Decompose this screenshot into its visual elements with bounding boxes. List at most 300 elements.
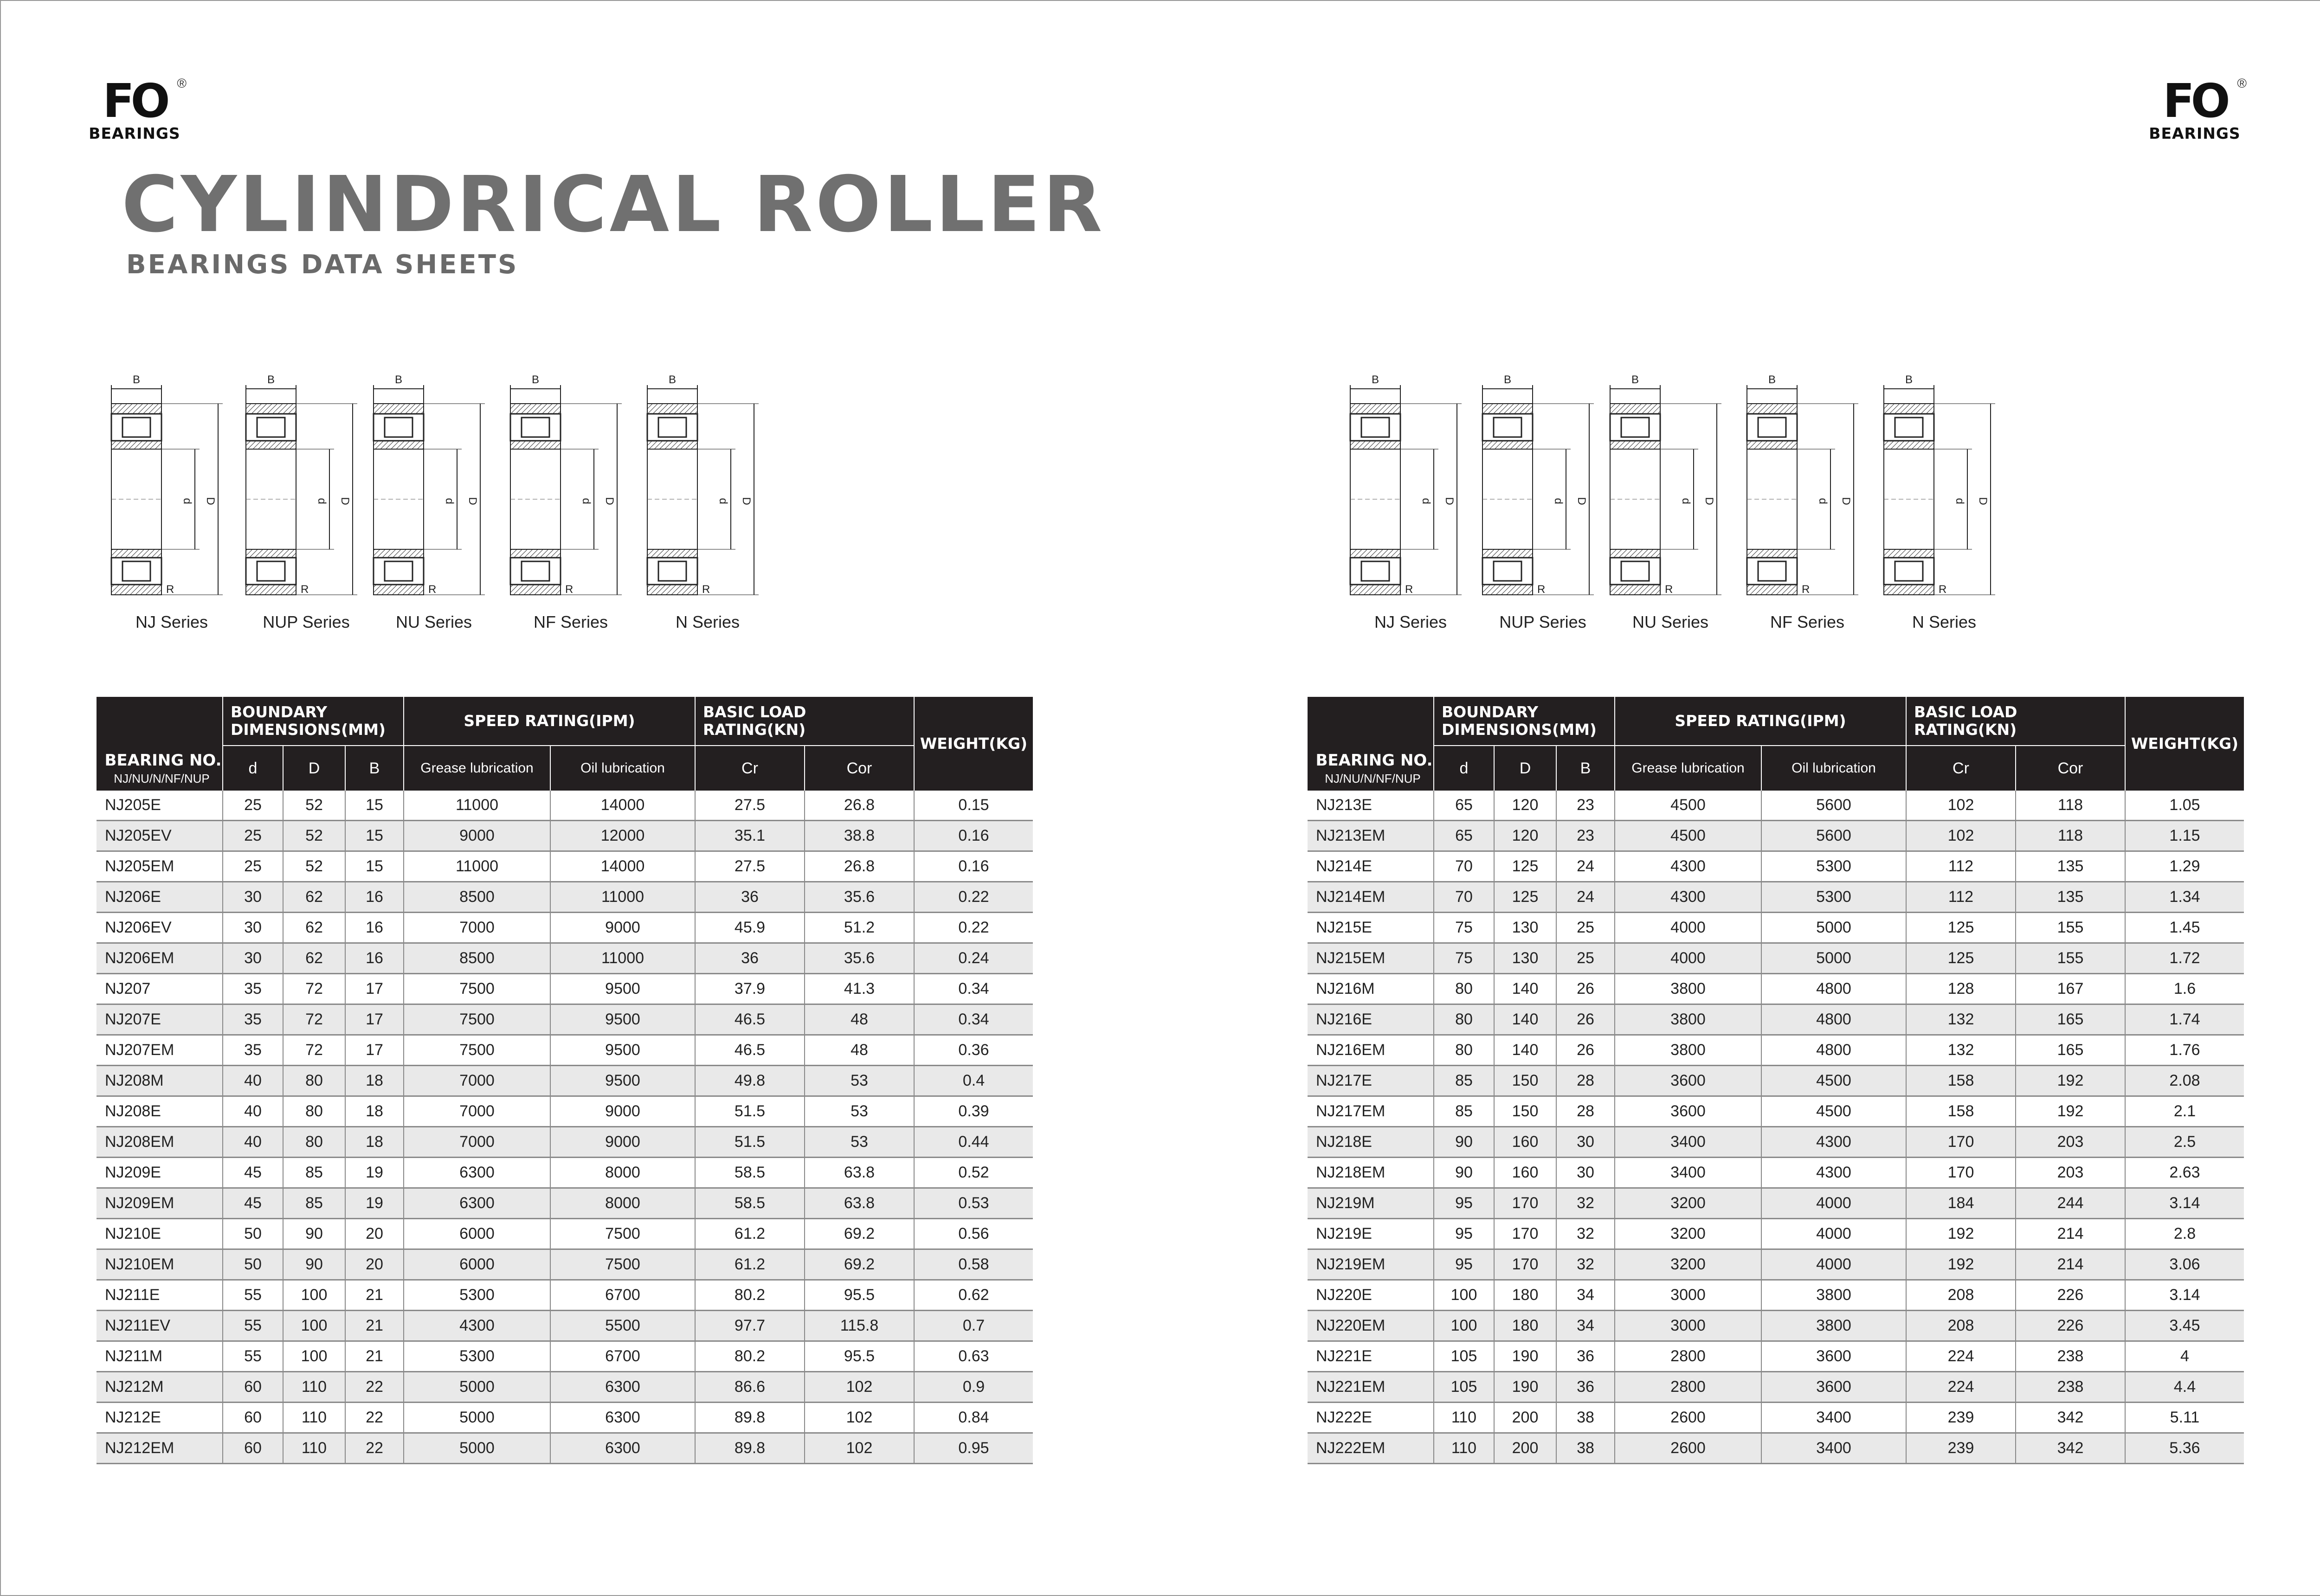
- table-cell: 7500: [550, 1249, 695, 1280]
- table-cell: NJ215EM: [1308, 943, 1434, 974]
- table-cell: NJ209E: [97, 1158, 223, 1188]
- svg-text:d: d: [717, 498, 729, 504]
- svg-text:D: D: [466, 497, 479, 505]
- table-cell: NJ208M: [97, 1066, 223, 1096]
- table-cell: 239: [1906, 1433, 2016, 1464]
- svg-text:d: d: [1953, 498, 1966, 504]
- table-cell: 69.2: [805, 1249, 914, 1280]
- table-cell: 38: [1556, 1403, 1615, 1433]
- table-row: [1308, 943, 2244, 974]
- table-cell: 20: [345, 1219, 404, 1249]
- series-caption-n: N Series: [1912, 612, 1977, 631]
- table-row: [1308, 1188, 2244, 1219]
- diagram-nf-series: [1742, 371, 1872, 631]
- header-bearing-no: BEARING NO. NJ/NU/N/NF/NUP: [1308, 697, 1434, 791]
- table-cell: 40: [223, 1066, 283, 1096]
- table-row: [97, 1280, 1033, 1311]
- bearing-section-icon: [107, 371, 237, 598]
- table-cell: 160: [1494, 1158, 1556, 1188]
- table-cell: 34: [1556, 1311, 1615, 1341]
- table-cell: 130: [1494, 913, 1556, 943]
- table-cell: 3400: [1615, 1127, 1761, 1158]
- table-row: [1308, 1096, 2244, 1127]
- table-cell: 63.8: [805, 1188, 914, 1219]
- table-cell: 102: [805, 1403, 914, 1433]
- svg-text:R: R: [702, 583, 710, 596]
- table-cell: 1.29: [2125, 851, 2244, 882]
- table-cell: 97.7: [695, 1311, 805, 1341]
- table-cell: 192: [1906, 1249, 2016, 1280]
- table-cell: 102: [805, 1372, 914, 1403]
- page-title: CYLINDRICAL ROLLER: [122, 160, 1105, 250]
- table-cell: NJ206EM: [97, 943, 223, 974]
- table-cell: 160: [1494, 1127, 1556, 1158]
- table-cell: 36: [695, 882, 805, 913]
- table-cell: 21: [345, 1341, 404, 1372]
- header-load: BASIC LOAD RATING(KN): [1906, 697, 2125, 746]
- table-cell: 4000: [1761, 1249, 1906, 1280]
- bearing-section-icon: [1879, 371, 2009, 598]
- svg-text:R: R: [1665, 583, 1673, 596]
- table-cell: NJ206EV: [97, 913, 223, 943]
- header-cr: Cr: [1906, 746, 2016, 791]
- table-cell: 14000: [550, 851, 695, 882]
- table-cell: 192: [2016, 1096, 2125, 1127]
- table-cell: NJ210EM: [97, 1249, 223, 1280]
- table-cell: 48: [805, 1004, 914, 1035]
- table-cell: 32: [1556, 1219, 1615, 1249]
- table-cell: 35: [223, 1004, 283, 1035]
- table-cell: 4500: [1615, 791, 1761, 821]
- table-row: [97, 1341, 1033, 1372]
- table-cell: NJ214E: [1308, 851, 1434, 882]
- logo-mark: FO: [103, 74, 167, 128]
- table-cell: 9500: [550, 1066, 695, 1096]
- svg-text:D: D: [1703, 497, 1715, 505]
- table-cell: 1.34: [2125, 882, 2244, 913]
- table-cell: 61.2: [695, 1249, 805, 1280]
- table-cell: 3800: [1615, 974, 1761, 1004]
- table-cell: NJ218E: [1308, 1127, 1434, 1158]
- table-cell: 3.14: [2125, 1188, 2244, 1219]
- table-cell: 4300: [1761, 1127, 1906, 1158]
- table-cell: NJ220E: [1308, 1280, 1434, 1311]
- diagram-nj-series: [1346, 371, 1476, 631]
- table-cell: 80: [283, 1127, 345, 1158]
- table-cell: 120: [1494, 791, 1556, 821]
- table-row: [1308, 1066, 2244, 1096]
- table-cell: 40: [223, 1127, 283, 1158]
- table-cell: 5300: [1761, 851, 1906, 882]
- table-cell: 3000: [1615, 1280, 1761, 1311]
- table-cell: 4000: [1615, 913, 1761, 943]
- table-cell: NJ213E: [1308, 791, 1434, 821]
- table-row: [1308, 1311, 2244, 1341]
- table-cell: 110: [283, 1433, 345, 1464]
- table-row: [1308, 1372, 2244, 1403]
- table-cell: 1.74: [2125, 1004, 2244, 1035]
- table-cell: 18: [345, 1066, 404, 1096]
- table-cell: NJ211EV: [97, 1311, 223, 1341]
- table-cell: 110: [1434, 1403, 1494, 1433]
- table-cell: 27.5: [695, 791, 805, 821]
- table-cell: 0.44: [914, 1127, 1033, 1158]
- table-row: [97, 943, 1033, 974]
- table-cell: 80.2: [695, 1280, 805, 1311]
- table-cell: 3.45: [2125, 1311, 2244, 1341]
- table-cell: 3800: [1761, 1280, 1906, 1311]
- table-cell: 45.9: [695, 913, 805, 943]
- table-cell: 37.9: [695, 974, 805, 1004]
- table-cell: 244: [2016, 1188, 2125, 1219]
- svg-text:B: B: [1768, 373, 1776, 386]
- svg-text:d: d: [1817, 498, 1829, 504]
- table-cell: 28: [1556, 1066, 1615, 1096]
- table-cell: 5600: [1761, 791, 1906, 821]
- table-cell: 18: [345, 1127, 404, 1158]
- table-cell: 25: [1556, 943, 1615, 974]
- table-cell: 20: [345, 1249, 404, 1280]
- table-row: [1308, 791, 2244, 821]
- table-cell: 3400: [1615, 1158, 1761, 1188]
- table-cell: 53: [805, 1066, 914, 1096]
- table-cell: 38: [1556, 1433, 1615, 1464]
- table-cell: 170: [1906, 1127, 2016, 1158]
- table-cell: 60: [223, 1372, 283, 1403]
- table-cell: 0.22: [914, 913, 1033, 943]
- bearing-section-icon: [1742, 371, 1872, 598]
- table-cell: 4500: [1761, 1066, 1906, 1096]
- diagram-nj-series: [107, 371, 237, 631]
- table-cell: 11000: [550, 882, 695, 913]
- bearing-table-left: [97, 697, 1033, 1464]
- table-cell: 3200: [1615, 1188, 1761, 1219]
- table-cell: 7000: [404, 1066, 550, 1096]
- table-cell: 52: [283, 821, 345, 851]
- table-cell: 51.5: [695, 1096, 805, 1127]
- table-cell: 89.8: [695, 1433, 805, 1464]
- svg-text:B: B: [1905, 373, 1913, 386]
- table-cell: 58.5: [695, 1188, 805, 1219]
- table-cell: 72: [283, 974, 345, 1004]
- svg-text:R: R: [1537, 583, 1546, 596]
- table-cell: 7500: [404, 974, 550, 1004]
- svg-text:B: B: [1503, 373, 1512, 386]
- table-row: [1308, 1035, 2244, 1066]
- svg-text:D: D: [1840, 497, 1852, 505]
- table-cell: 14000: [550, 791, 695, 821]
- page-subtitle: BEARINGS DATA SHEETS: [126, 250, 519, 280]
- table-cell: 6000: [404, 1219, 550, 1249]
- table-cell: 4800: [1761, 974, 1906, 1004]
- table-cell: NJ211E: [97, 1280, 223, 1311]
- table-row: [97, 1403, 1033, 1433]
- header-d: d: [223, 746, 283, 791]
- table-cell: 102: [1906, 791, 2016, 821]
- table-cell: 9000: [550, 1127, 695, 1158]
- table-cell: NJ221EM: [1308, 1372, 1434, 1403]
- series-caption-nj: NJ Series: [1374, 612, 1447, 631]
- svg-text:d: d: [1680, 498, 1692, 504]
- table-cell: 8500: [404, 882, 550, 913]
- table-cell: 26: [1556, 1004, 1615, 1035]
- table-row: [1308, 851, 2244, 882]
- svg-text:B: B: [1631, 373, 1639, 386]
- table-cell: 9500: [550, 1004, 695, 1035]
- header-d: d: [1434, 746, 1494, 791]
- table-cell: 7000: [404, 1127, 550, 1158]
- table-cell: 60: [223, 1433, 283, 1464]
- table-cell: NJ215E: [1308, 913, 1434, 943]
- table-cell: NJ221E: [1308, 1341, 1434, 1372]
- table-cell: 85: [1434, 1096, 1494, 1127]
- table-row: [1308, 882, 2244, 913]
- table-cell: 75: [1434, 943, 1494, 974]
- table-cell: 5300: [1761, 882, 1906, 913]
- table-cell: 4000: [1615, 943, 1761, 974]
- table-cell: 90: [1434, 1158, 1494, 1188]
- diagram-nf-series: [506, 371, 636, 631]
- table-cell: 46.5: [695, 1004, 805, 1035]
- table-cell: 200: [1494, 1403, 1556, 1433]
- table-cell: 18: [345, 1096, 404, 1127]
- table-cell: 132: [1906, 1035, 2016, 1066]
- table-cell: 0.34: [914, 1004, 1033, 1035]
- table-cell: 224: [1906, 1341, 2016, 1372]
- table-cell: 30: [1556, 1158, 1615, 1188]
- table-row: [1308, 1433, 2244, 1464]
- table-cell: 167: [2016, 974, 2125, 1004]
- table-cell: 6300: [550, 1403, 695, 1433]
- svg-text:D: D: [1575, 497, 1588, 505]
- table-cell: NJ211M: [97, 1341, 223, 1372]
- table-cell: 63.8: [805, 1158, 914, 1188]
- header-boundary: BOUNDARY DIMENSIONS(MM): [223, 697, 404, 746]
- table-cell: 2600: [1615, 1403, 1761, 1433]
- header-cr: Cr: [695, 746, 805, 791]
- table-cell: 2800: [1615, 1341, 1761, 1372]
- bearing-section-icon: [643, 371, 773, 598]
- table-cell: 25: [223, 821, 283, 851]
- table-cell: 4500: [1615, 821, 1761, 851]
- table-cell: 9500: [550, 1035, 695, 1066]
- table-cell: 46.5: [695, 1035, 805, 1066]
- table-cell: 72: [283, 1035, 345, 1066]
- table-row: [1308, 1341, 2244, 1372]
- table-cell: 50: [223, 1219, 283, 1249]
- table-cell: 100: [1434, 1280, 1494, 1311]
- header-weight: WEIGHT(KG): [2125, 697, 2244, 791]
- table-cell: 170: [1494, 1188, 1556, 1219]
- table-cell: 115.8: [805, 1311, 914, 1341]
- table-cell: 8000: [550, 1158, 695, 1188]
- table-cell: 53: [805, 1127, 914, 1158]
- table-cell: 41.3: [805, 974, 914, 1004]
- table-cell: 239: [1906, 1403, 2016, 1433]
- table-row: [97, 1004, 1033, 1035]
- diagram-nup-series: [1478, 371, 1608, 631]
- table-cell: 190: [1494, 1341, 1556, 1372]
- table-cell: 135: [2016, 851, 2125, 882]
- table-cell: 49.8: [695, 1066, 805, 1096]
- table-cell: 80: [283, 1066, 345, 1096]
- table-cell: 0.39: [914, 1096, 1033, 1127]
- table-cell: 35.6: [805, 943, 914, 974]
- table-cell: NJ217E: [1308, 1066, 1434, 1096]
- table-cell: 26: [1556, 974, 1615, 1004]
- svg-text:d: d: [443, 498, 456, 504]
- table-cell: NJ205EM: [97, 851, 223, 882]
- table-cell: NJ208E: [97, 1096, 223, 1127]
- table-cell: 3800: [1615, 1035, 1761, 1066]
- table-cell: 7000: [404, 1096, 550, 1127]
- table-cell: 11000: [550, 943, 695, 974]
- table-cell: NJ218EM: [1308, 1158, 1434, 1188]
- table-cell: 3200: [1615, 1249, 1761, 1280]
- header-bearing-no: BEARING NO. NJ/NU/N/NF/NUP: [97, 697, 223, 791]
- table-cell: 95: [1434, 1249, 1494, 1280]
- table-cell: NJ214EM: [1308, 882, 1434, 913]
- table-cell: 21: [345, 1280, 404, 1311]
- table-cell: NJ212E: [97, 1403, 223, 1433]
- table-cell: NJ208EM: [97, 1127, 223, 1158]
- table-cell: 9500: [550, 974, 695, 1004]
- table-cell: 158: [1906, 1096, 2016, 1127]
- table-cell: 102: [805, 1433, 914, 1464]
- table-cell: 2.5: [2125, 1127, 2244, 1158]
- table-cell: 0.52: [914, 1158, 1033, 1188]
- table-row: [97, 882, 1033, 913]
- table-cell: NJ216M: [1308, 974, 1434, 1004]
- table-cell: 3.06: [2125, 1249, 2244, 1280]
- table-cell: 70: [1434, 851, 1494, 882]
- table-cell: NJ216E: [1308, 1004, 1434, 1035]
- table-cell: 45: [223, 1188, 283, 1219]
- table-cell: 4800: [1761, 1035, 1906, 1066]
- logo-mark: FO: [2163, 74, 2227, 128]
- header-D: D: [283, 746, 345, 791]
- table-cell: 100: [1434, 1311, 1494, 1341]
- table-cell: 100: [283, 1280, 345, 1311]
- table-cell: 22: [345, 1433, 404, 1464]
- series-caption-n: N Series: [675, 612, 740, 631]
- table-cell: 72: [283, 1004, 345, 1035]
- table-cell: 65: [1434, 821, 1494, 851]
- table-cell: 0.16: [914, 851, 1033, 882]
- header-boundary: BOUNDARY DIMENSIONS(MM): [1434, 697, 1615, 746]
- table-cell: 192: [1906, 1219, 2016, 1249]
- registered-mark: ®: [2237, 76, 2247, 90]
- svg-text:B: B: [394, 373, 403, 386]
- table-cell: 22: [345, 1403, 404, 1433]
- table-cell: 17: [345, 974, 404, 1004]
- table-cell: 120: [1494, 821, 1556, 851]
- table-row: [97, 1433, 1033, 1464]
- table-cell: 0.56: [914, 1219, 1033, 1249]
- table-cell: 24: [1556, 851, 1615, 882]
- table-cell: 105: [1434, 1372, 1494, 1403]
- table-cell: 0.4: [914, 1066, 1033, 1096]
- table-cell: NJ207EM: [97, 1035, 223, 1066]
- series-caption-nu: NU Series: [1632, 612, 1709, 631]
- table-row: [1308, 913, 2244, 943]
- table-cell: NJ206E: [97, 882, 223, 913]
- table-cell: 16: [345, 943, 404, 974]
- table-cell: 0.24: [914, 943, 1033, 974]
- table-cell: 208: [1906, 1280, 2016, 1311]
- svg-text:d: d: [1420, 498, 1432, 504]
- table-cell: NJ216EM: [1308, 1035, 1434, 1066]
- svg-text:R: R: [166, 583, 174, 596]
- table-row: [97, 1188, 1033, 1219]
- table-cell: 150: [1494, 1066, 1556, 1096]
- table-cell: 3800: [1615, 1004, 1761, 1035]
- diagram-nu-series: [1605, 371, 1735, 631]
- table-cell: 36: [1556, 1372, 1615, 1403]
- table-cell: 11000: [404, 851, 550, 882]
- table-cell: NJ222E: [1308, 1403, 1434, 1433]
- table-cell: 3400: [1761, 1433, 1906, 1464]
- table-cell: 80: [1434, 974, 1494, 1004]
- table-cell: 25: [223, 851, 283, 882]
- table-cell: 26.8: [805, 851, 914, 882]
- svg-text:d: d: [316, 498, 328, 504]
- table-cell: 30: [223, 882, 283, 913]
- table-cell: 5000: [1761, 943, 1906, 974]
- table-cell: 224: [1906, 1372, 2016, 1403]
- table-cell: 6300: [404, 1158, 550, 1188]
- table-cell: 36: [695, 943, 805, 974]
- series-caption-nj: NJ Series: [135, 612, 208, 631]
- table-cell: 4300: [1615, 851, 1761, 882]
- bearing-section-icon: [1605, 371, 1735, 598]
- table-row: [97, 1249, 1033, 1280]
- table-cell: 125: [1494, 851, 1556, 882]
- table-cell: 110: [1434, 1433, 1494, 1464]
- header-cor: Cor: [2016, 746, 2125, 791]
- header-B: B: [345, 746, 404, 791]
- table-cell: 0.15: [914, 791, 1033, 821]
- table-cell: 3000: [1615, 1311, 1761, 1341]
- table-row: [1308, 1158, 2244, 1188]
- table-cell: 170: [1494, 1219, 1556, 1249]
- series-caption-nup: NUP Series: [1499, 612, 1586, 631]
- table-cell: 80: [283, 1096, 345, 1127]
- table-cell: 6000: [404, 1249, 550, 1280]
- logo-brand: BEARINGS: [89, 124, 180, 142]
- table-cell: 132: [1906, 1004, 2016, 1035]
- table-cell: NJ212M: [97, 1372, 223, 1403]
- table-cell: 9000: [404, 821, 550, 851]
- table-cell: 158: [1906, 1066, 2016, 1096]
- table-cell: 100: [283, 1341, 345, 1372]
- table-cell: 5600: [1761, 821, 1906, 851]
- table-cell: 203: [2016, 1127, 2125, 1158]
- table-cell: 45: [223, 1158, 283, 1188]
- table-row: [1308, 1219, 2244, 1249]
- table-cell: 0.16: [914, 821, 1033, 851]
- header-cor: Cor: [805, 746, 914, 791]
- table-cell: 165: [2016, 1035, 2125, 1066]
- table-cell: 1.05: [2125, 791, 2244, 821]
- table-cell: 35: [223, 974, 283, 1004]
- table-cell: 5300: [404, 1280, 550, 1311]
- table-cell: 214: [2016, 1249, 2125, 1280]
- table-cell: 238: [2016, 1341, 2125, 1372]
- svg-text:B: B: [132, 373, 141, 386]
- table-cell: 4800: [1761, 1004, 1906, 1035]
- table-cell: 7500: [404, 1004, 550, 1035]
